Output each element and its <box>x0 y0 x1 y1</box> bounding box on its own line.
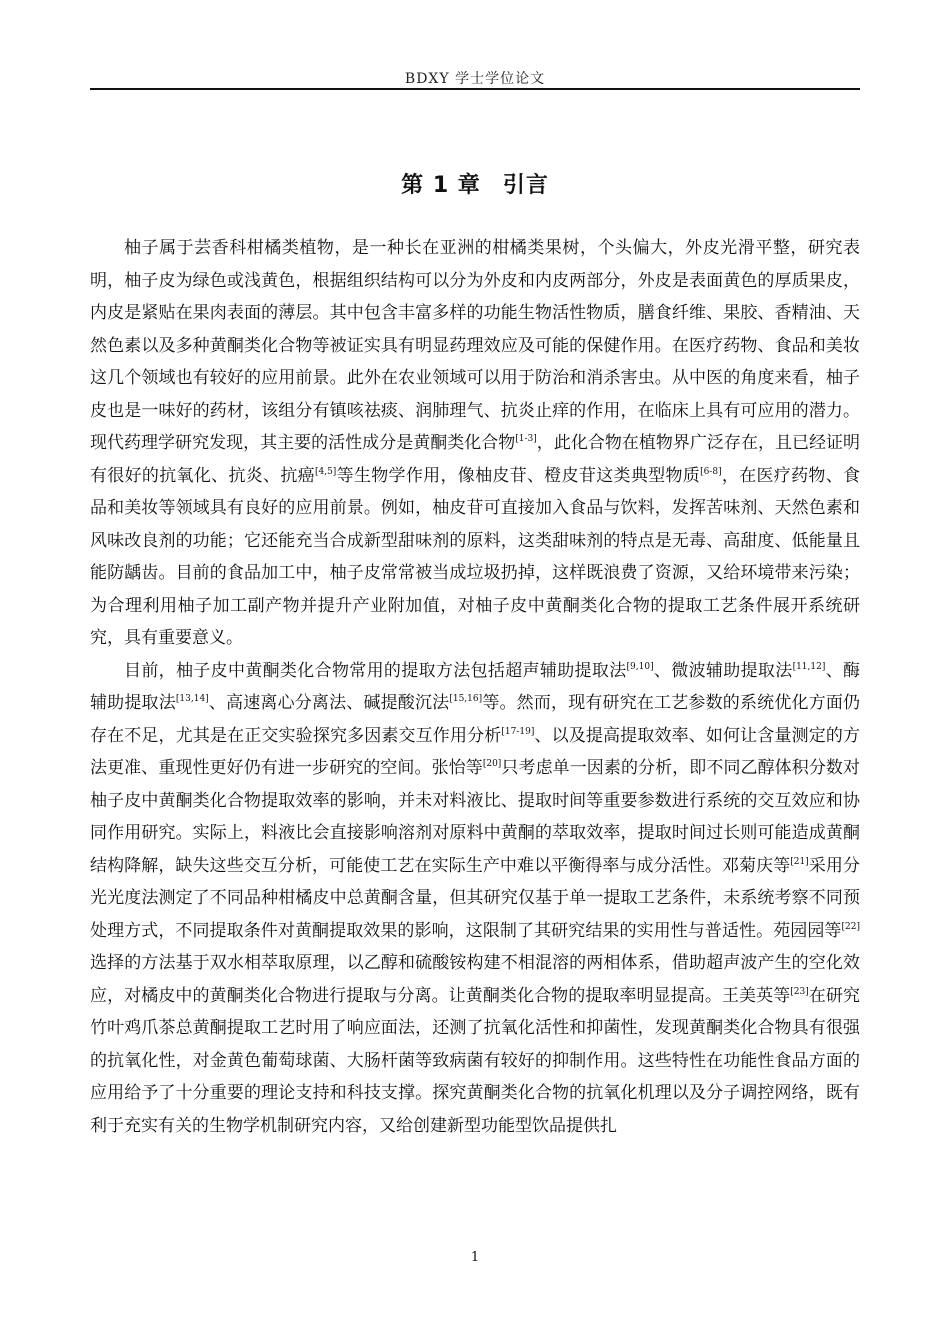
text-run: 等。然而，现有研究在工艺参数的系统优化方面仍存在不足，尤其是在正交实验探究多因素交互作用分析 <box>90 693 861 746</box>
text-run: 柚子属于芸香科柑橘类植物，是一种长在亚洲的柑橘类果树，个头偏大，外皮光滑平整，研究表明，柚子皮为绿色或浅黄色，根据组织结构可以分为外皮和内皮两部分，外皮是表面黄色的厚质果皮，内皮是紧贴在果肉表面的薄层。其中包含丰富多样的功能生物活性物质，膳食纤维、果胶、香精油、天然色素以及多种黄酮类化合物等被证实具有明显药理效应及可能的保健作用。在医疗药物、食品和美妆这几个领域也有较好的应用前景。此外在农业领域可以用于防治和消杀害虫。从中医的角度来看，柚子皮也是一味好的药材，该组分有镇咳祛痰、润肺理气、抗炎止痒的作用，在临床上具有可应用的潜力。现代药理学研究发现，其主要的活性成分是黄酮类化合物 <box>90 238 860 453</box>
paragraph-2 <box>90 655 860 1143</box>
text-run: ，此化合物在植物界广泛存在，且已经证明有很好的抗氧化、抗炎、抗癌 <box>90 433 861 486</box>
body-text <box>90 232 860 1142</box>
citation: [13,14] <box>175 694 209 704</box>
citation: [17-19] <box>501 726 535 737</box>
citation: [21] <box>790 856 809 867</box>
text-run: 选择的方法基于双水相萃取原理，以乙醇和硫酸铵构建不相混溶的两相体系，借助超声波产生的空化效应，对橘皮中的黄酮类化合物进行提取与分离。让黄酮类化合物的提取率明显提高。王美英等 <box>90 953 860 1006</box>
text-run: 在研究竹叶鸡爪茶总黄酮提取工艺时用了响应面法，还测了抗氧化活性和抑菌性，发现黄酮类化合物具有很强的抗氧化性，对金黄色葡萄球菌、大肠杆菌等致病菌有较好的抑制作用。这些特性在功能性食品方面的应用给予了十分重要的理论支持和科技支撑。探究黄酮类化合物的抗氧化机理以及分子调控网络，既有利于充实有关的生物学机制研究内容，又给创建新型功能型饮品提供扎 <box>90 985 861 1136</box>
chapter-name: 引言 <box>502 173 549 198</box>
header-rule <box>90 88 860 90</box>
citation: [1-3] <box>515 434 537 444</box>
text-run: 、以及提高提取效率、如何让含量测定的方法更准、重现性更好仍有进一步研究的空间。张怡等 <box>90 725 861 778</box>
text-run: ，在医疗药物、食品和美妆等领域具有良好的应用前景。例如，柚皮苷可直接加入食品与饮料，发挥苦味剂、天然色素和风味改良剂的功能；它还能充当合成新型甜味剂的原料，这类甜味剂的特点是无毒、高甜度、低能量且能防龋齿。目前的食品加工中，柚子皮常常被当成垃圾扔掉，这样既浪费了资源，又给环境带来污染；为合理利用柚子加工副产物并提升产业附加值，对柚子皮中黄酮类化合物的提取工艺条件展开系统研究，具有重要意义。 <box>90 465 861 648</box>
text-run: 采用分光光度法测定了不同品种柑橘皮中总黄酮含量，但其研究仅基于单一提取工艺条件，未系统考察不同预处理方式，不同提取条件对黄酮提取效果的影响，这限制了其研究结果的实用性与普适性。苑园园等 <box>90 855 861 941</box>
page-number: 1 <box>470 1250 480 1265</box>
text-run: 、高速离心分离法、碱提酸沉法 <box>208 693 450 713</box>
text-run: 目前，柚子皮中黄酮类化合物常用的提取方法包括超声辅助提取法 <box>124 660 627 681</box>
citation: [6-8] <box>700 466 722 477</box>
chapter-number: 第 1 章 <box>401 173 481 198</box>
running-header: BDXY 学士学位论文 <box>404 71 546 87</box>
text-run: 、酶辅助提取法 <box>90 660 861 713</box>
citation: [20] <box>482 759 502 769</box>
citation: [4,5] <box>314 466 337 477</box>
paragraph-1 <box>90 232 860 655</box>
text-run: 只考虑单一因素的分析，即不同乙醇体积分数对柚子皮中黄酮类化合物提取效率的影响，并未对料液比、提取时间等重要参数进行系统的交互效应和协同作用研究。实际上，料液比会直接影响溶剂对原料中黄酮的萃取效率，提取时间过长则可能造成黄酮结构降解，缺失这些交互分析，可能使工艺在实际生产中难以平衡得率与成分活性。邓菊庆等 <box>90 758 861 876</box>
citation: [15,16] <box>449 694 483 704</box>
chapter-title <box>90 168 860 199</box>
citation: [9,10] <box>626 661 654 672</box>
text-run: 、微波辅助提取法 <box>653 660 793 681</box>
text-run: 等生物学作用，像柚皮苷、橙皮苷这类典型物质 <box>336 465 701 486</box>
citation: [11,12] <box>792 661 826 672</box>
citation: [23] <box>790 986 809 997</box>
citation: [22] <box>841 921 860 932</box>
